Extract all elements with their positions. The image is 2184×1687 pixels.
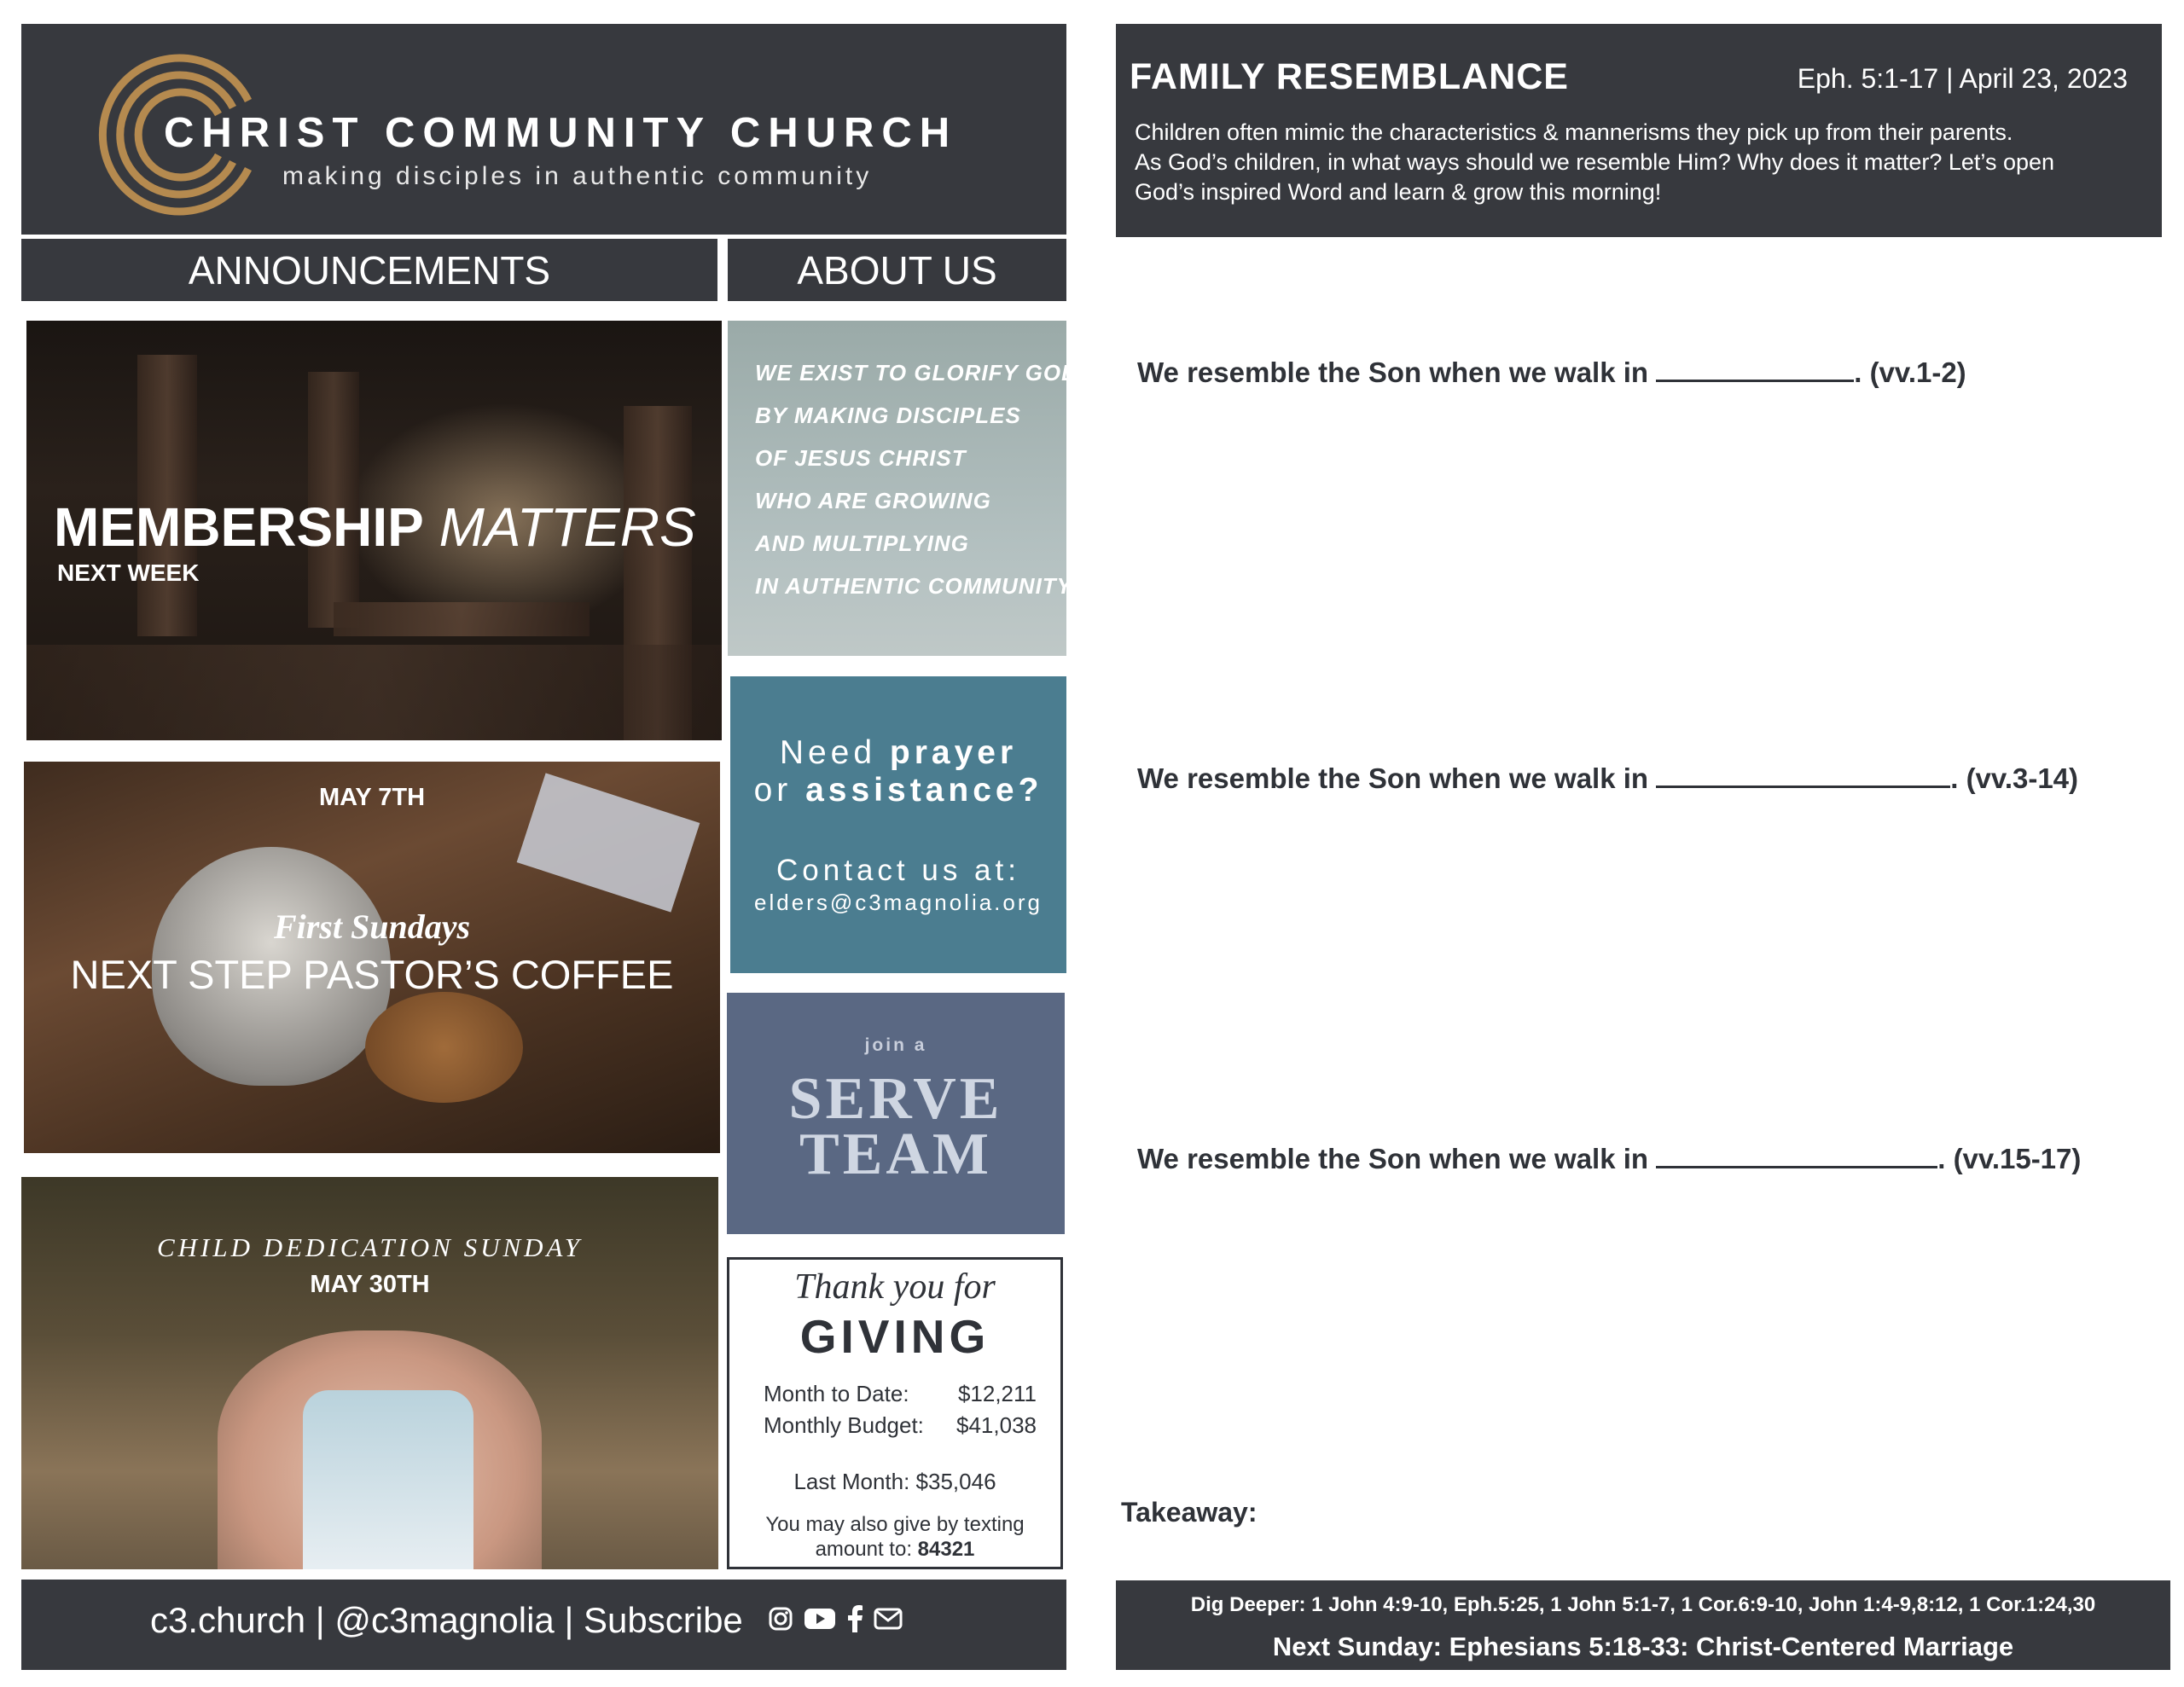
serve-join-text: join a	[864, 1035, 927, 1055]
text-to-give-line1: You may also give by texting	[765, 1513, 1025, 1536]
month-to-date-row	[764, 1381, 1037, 1407]
sermon-point-2: We resemble the Son when we walk in . (vv.3-14)	[1137, 762, 2079, 794]
fill-in-blank[interactable]	[1656, 1146, 1937, 1168]
membership-title: MEMBERSHIP MATTERS	[54, 496, 696, 558]
text-to-give-line2: amount to: 84321	[815, 1538, 975, 1561]
announcements-heading: ANNOUNCEMENTS	[21, 239, 717, 301]
mission-line: WHO ARE GROWING	[755, 488, 991, 513]
contact-footer	[21, 1580, 1066, 1670]
pastors-coffee-announcement	[24, 762, 720, 1153]
sermon-point-3: We resemble the Son when we walk in . (vv.15-17)	[1137, 1143, 2082, 1174]
giving-thank-you: Thank you for	[794, 1267, 996, 1307]
fill-in-blank[interactable]	[1656, 766, 1950, 788]
coffee-title: NEXT STEP PASTOR’S COFFEE	[70, 952, 674, 997]
prayer-heading-line2: or assistance?	[753, 772, 1043, 809]
baby-sleeve-image	[303, 1390, 473, 1569]
membership-matters-announcement	[26, 321, 722, 740]
footer-links[interactable]: c3.church | @c3magnolia | Subscribe	[150, 1600, 743, 1640]
contact-label: Contact us at:	[776, 854, 1020, 887]
membership-subtitle: NEXT WEEK	[57, 559, 200, 586]
monthly-budget-label: Monthly Budget:	[764, 1412, 924, 1438]
mission-line: WE EXIST TO GLORIFY GOD	[755, 360, 1078, 386]
mission-line: OF JESUS CHRIST	[755, 445, 967, 471]
instagram-icon[interactable]	[768, 1606, 793, 1632]
prayer-request-card	[730, 676, 1066, 973]
dedication-title: CHILD DEDICATION SUNDAY	[156, 1232, 584, 1262]
coffee-date: MAY 7TH	[318, 784, 426, 811]
child-dedication-announcement	[21, 1177, 718, 1569]
sermon-description-line: God’s inspired Word and learn & grow this morning!	[1135, 179, 1662, 205]
church-header	[21, 24, 1066, 235]
month-to-date-label: Month to Date:	[764, 1381, 909, 1406]
about-us-heading: ABOUT US	[728, 239, 1066, 301]
mail-icon[interactable]	[874, 1607, 903, 1631]
mission-statement-card	[728, 321, 1078, 656]
month-to-date-value: $12,211	[957, 1381, 1037, 1406]
sermon-point-1: We resemble the Son when we walk in . (vv.1-2)	[1137, 357, 1966, 388]
giving-heading: GIVING	[799, 1310, 990, 1363]
sermon-description-line: As God’s children, in what ways should we resemble Him? Why does it matter? Let’s open	[1135, 149, 2055, 175]
monthly-budget-row	[764, 1412, 1037, 1439]
dig-deeper-box	[1116, 1580, 2170, 1670]
mission-line: IN AUTHENTIC COMMUNITY.	[755, 573, 1077, 599]
coffee-series-name: First Sundays	[273, 907, 471, 946]
church-tagline: making disciples in authentic community	[282, 162, 873, 190]
sermon-description-line: Children often mimic the characteristics & mannerisms they pick up from their parents.	[1135, 119, 2013, 145]
takeaway-label: Takeaway:	[1121, 1497, 1258, 1528]
dedication-date: MAY 30TH	[310, 1271, 430, 1298]
mission-line: BY MAKING DISCIPLES	[755, 403, 1021, 428]
mission-line: AND MULTIPLYING	[755, 530, 969, 556]
facebook-icon[interactable]	[846, 1605, 863, 1632]
cookie-image	[365, 992, 523, 1103]
last-month-total: Last Month: $35,046	[793, 1469, 996, 1494]
sermon-title: FAMILY RESEMBLANCE	[1130, 56, 1569, 97]
fill-in-blank[interactable]	[1656, 360, 1854, 382]
monthly-budget-value: $41,038	[956, 1412, 1037, 1438]
contact-email-link[interactable]: elders@c3magnolia.org	[754, 890, 1043, 915]
church-name: CHRIST COMMUNITY CHURCH	[164, 110, 958, 156]
serve-team-card	[727, 993, 1065, 1234]
youtube-icon[interactable]	[804, 1606, 836, 1632]
sermon-header	[1116, 24, 2162, 237]
serve-title-line1: SERVE	[788, 1066, 1003, 1132]
next-sunday-preview: Next Sunday: Ephesians 5:18-33: Christ-Centered Marriage	[1272, 1632, 2014, 1661]
giving-card	[727, 1257, 1063, 1569]
text-to-give-code: 84321	[917, 1538, 975, 1561]
sermon-reference: Eph. 5:1-17 | April 23, 2023	[1797, 63, 2128, 94]
serve-title-line2: TEAM	[799, 1122, 992, 1187]
dig-deeper-references: Dig Deeper: 1 John 4:9-10, Eph.5:25, 1 John 5:1-7, 1 Cor.6:9-10, John 1:4-9,8:12, 1 Cor.1:24,30	[1190, 1593, 2096, 1616]
social-icons	[768, 1605, 903, 1632]
prayer-heading-line1: Need prayer	[779, 734, 1018, 771]
